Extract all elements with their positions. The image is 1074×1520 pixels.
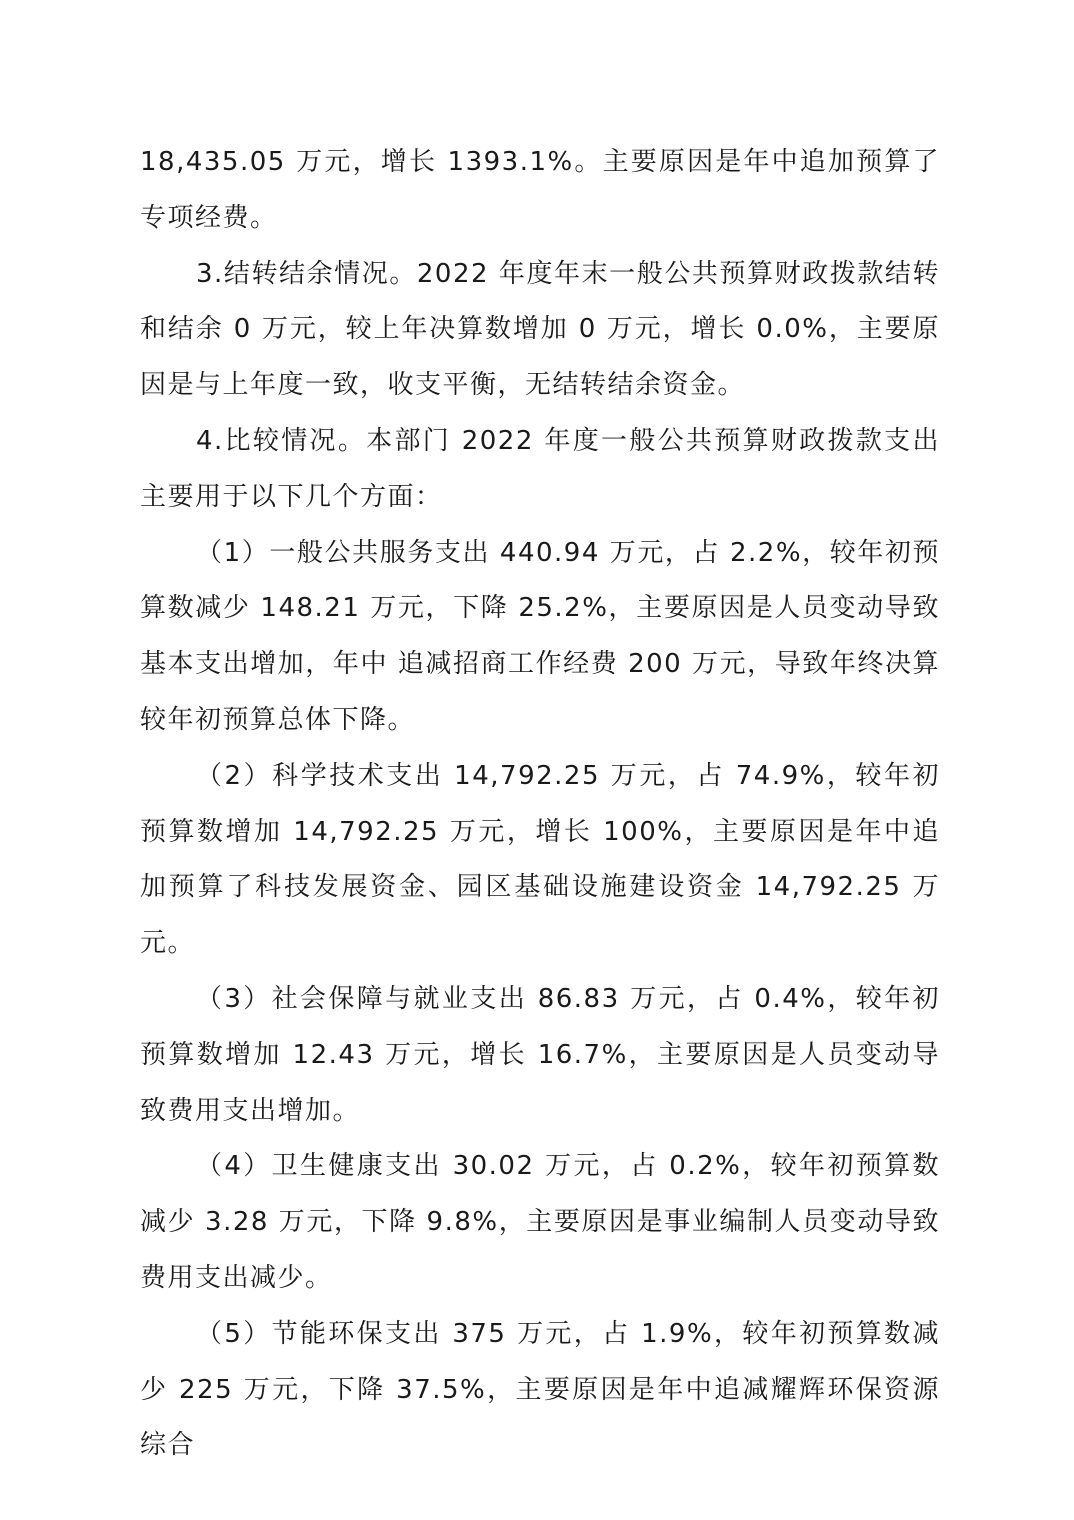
- paragraph-comparison-intro: 4.比较情况。本部门 2022 年度一般公共预算财政拨款支出主要用于以下几个方面：: [140, 425, 940, 512]
- paragraph-carryover-balance: 3.结转结余情况。2022 年度年末一般公共预算财政拨款结转和结余 0 万元，较上年决算数增加 0 万元，增长 0.0%，主要原因是与上年度一致，收支平衡，无结转结余资金。: [140, 258, 940, 401]
- paragraph-continuation: 18,435.05 万元，增长 1393.1%。主要原因是年中追加预算了专项经费。: [140, 147, 940, 233]
- paragraph-item-4-health: （4）卫生健康支出 30.02 万元，占 0.2%，较年初预算数减少 3.28 万元，下降 9.8%，主要原因是事业编制人员变动导致费用支出减少。: [140, 1151, 940, 1293]
- paragraph-item-3-social-security: （3）社会保障与就业支出 86.83 万元，占 0.4%，较年初预算数增加 12.43 万元，增长 16.7%，主要原因是人员变动导致费用支出增加。: [140, 983, 940, 1126]
- document-page: [140, 135, 940, 1474]
- paragraph-item-1-general-public-services: （1）一般公共服务支出 440.94 万元，占 2.2%，较年初预算数减少 148.21 万元，下降 25.2%，主要原因是人员变动导致基本支出增加，年中 追减招商工作经费 200 万元，导致年终决算较年初预算总体下降。: [140, 537, 940, 735]
- paragraph-item-5-environmental: （5）节能环保支出 375 万元，占 1.9%，较年初预算数减少 225 万元，下降 37.5%，主要原因是年中追减耀辉环保资源综合: [140, 1318, 940, 1461]
- paragraph-item-2-science-technology: （2）科学技术支出 14,792.25 万元，占 74.9%，较年初预算数增加 14,792.25 万元，增长 100%，主要原因是年中追加预算了科技发展资金、园区基础设施建设资金 14,792.25 万元。: [140, 760, 940, 959]
